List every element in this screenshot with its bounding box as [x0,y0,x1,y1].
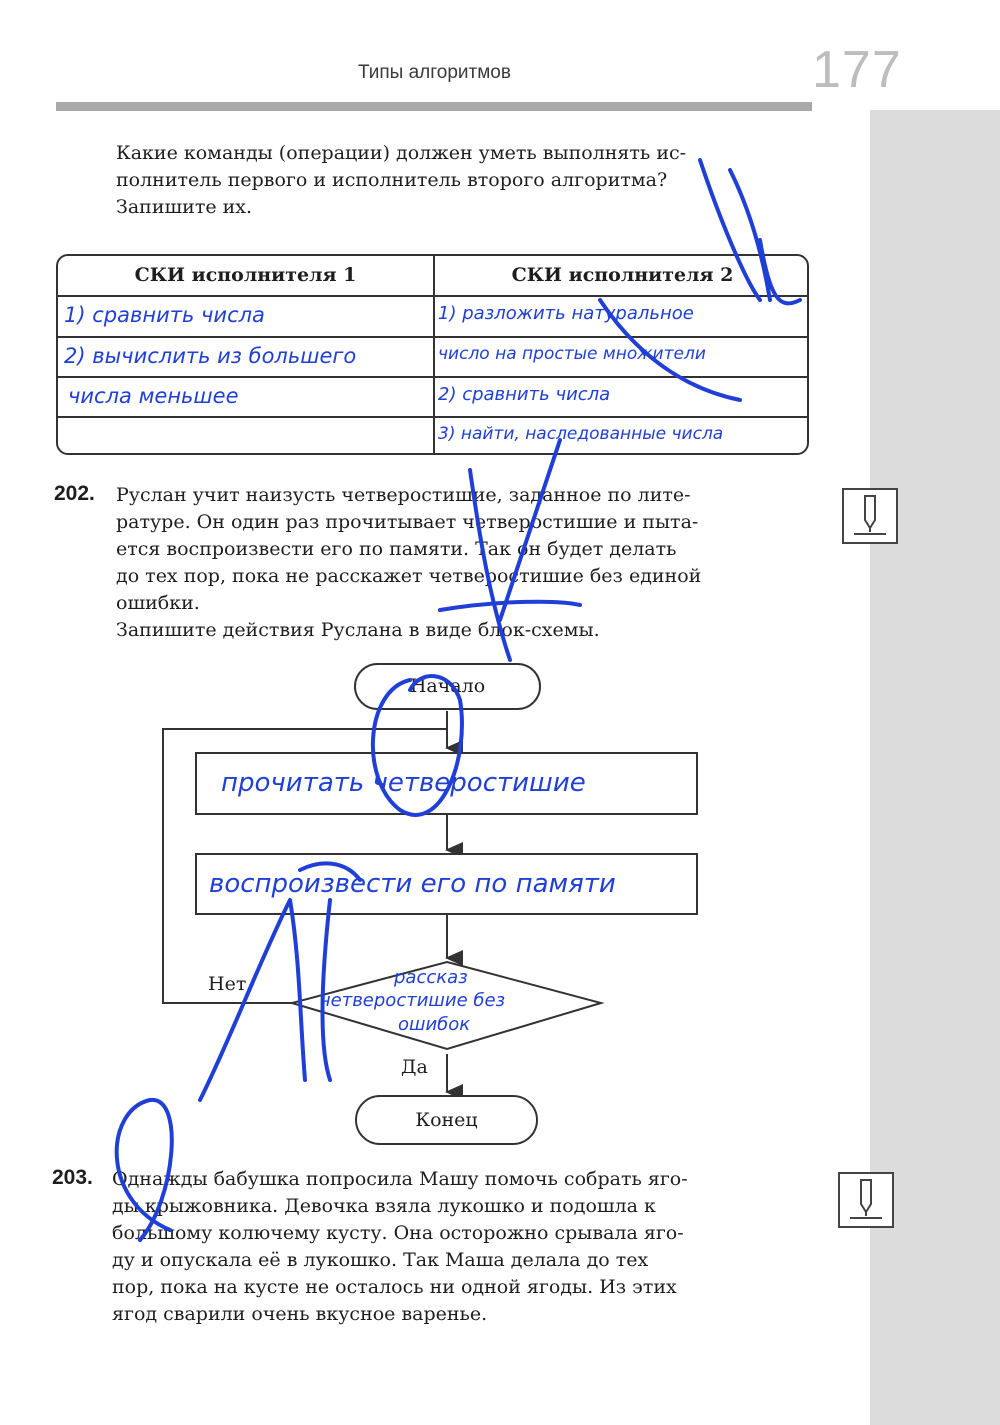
table-header-executor-1: СКИ исполнителя 1 [134,264,357,286]
table-cell-handwritten: 1) сравнить числа [64,303,265,327]
flow-start: Начало [354,663,541,710]
flow-label-no: Нет [208,973,247,995]
task-202-line: Запишите действия Руслана в виде блок-схемы. [116,619,600,641]
task-202-line: до тех пор, пока не расскажет четверостишие без единой [116,565,702,587]
task-number-202: 202. [54,482,95,505]
page-number: 177 [812,41,902,99]
task-203-line: Однажды бабушка попросила Машу помочь собрать яго- [112,1168,688,1190]
decision-handwritten: рассказ [394,967,468,988]
table-cell-handwritten: 2) вычислить из большего [64,344,357,368]
table-cell-handwritten: 2) сравнить числа [438,384,611,405]
task-203-text [112,1166,812,1328]
pen-tool-icon [838,1172,894,1228]
task-203-line: ягод сварили очень вкусное варенье. [112,1303,488,1325]
intro-line: Какие команды (операции) должен уметь выполнять ис- [116,142,687,164]
running-header-title: Типы алгоритмов [358,62,511,83]
intro-line: полнитель первого и исполнитель второго алгоритма? [116,169,668,191]
task-203-line: пор, пока на кусте не осталось ни одной ягоды. Из этих [112,1276,677,1298]
task-203-line: ду и опускала её в лукошко. Так Маша делала до тех [112,1249,649,1271]
task-202-line: ратуре. Он один раз прочитывает четверостишие и пыта- [116,511,699,533]
flow-step-recite [195,853,698,915]
task-202-line: Руслан учит наизусть четверостишие, заданное по лите- [116,484,691,506]
task-number-203: 203. [52,1166,93,1189]
table-cell-handwritten: числа меньшее [68,384,239,408]
table-cell-handwritten: 3) найти, наследованные числа [438,424,724,444]
task-202-line: ется воспроизвести его по памяти. Так он будет делать [116,538,677,560]
task-203-line: большому колючему кусту. Она осторожно срывала яго- [112,1222,684,1244]
flow-step-handwritten: прочитать четверостишие [221,768,586,798]
table-cell-handwritten: 1) разложить натуральное [438,303,694,324]
task-203-line: ды крыжовника. Девочка взяла лукошко и подошла к [112,1195,656,1217]
flow-label-yes: Да [401,1056,428,1078]
flow-step-handwritten: воспроизвести его по памяти [209,869,616,899]
decision-handwritten: ошибок [398,1014,471,1035]
flow-end: Конец [355,1095,538,1145]
task-202-line: ошибки. [116,592,200,614]
table-header-executor-2: СКИ исполнителя 2 [511,264,734,286]
flow-step-read [195,752,698,815]
intro-line: Запишите их. [116,196,253,218]
table-cell-handwritten: число на простые множители [438,344,706,364]
decision-handwritten: четверостишие без [320,990,506,1011]
